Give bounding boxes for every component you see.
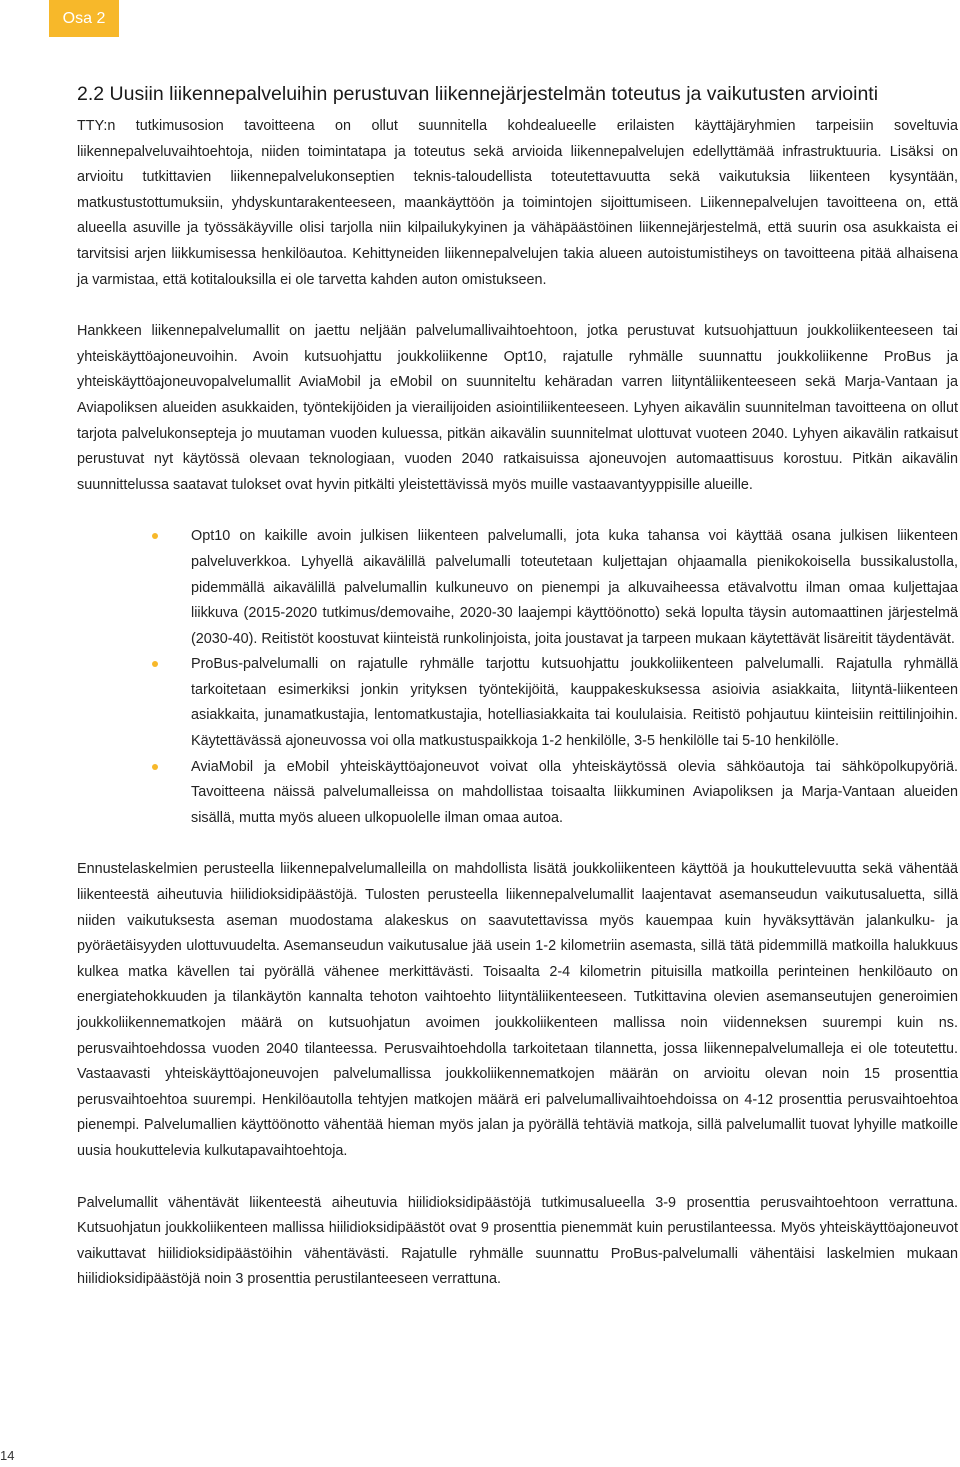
article-body <box>77 114 958 1293</box>
paragraph-emissions: Palvelumallit vähentävät liikenteestä aiheutuvia hiilidioksidipäästöjä tutkimusalueella 3-9 prosenttia perusvaihtoehtoon verrattuna. Kutsuohjatun joukkoliikenteen mallissa hiilidioksidipäästöt ovat 9 prosenttia pienemmät kuin perustilanteessa. Myös yhteiskäyttöajoneuvot vaikuttavat hiilidioksidipäästöihin vähentävästi. Rajatulle ryhmälle suunnattu ProBus-palvelumalli vähentäisi laskelmien mukaan hiilidioksidipäästöjä noin 3 prosenttia perustilanteeseen verrattuna. <box>77 1194 958 1288</box>
paragraph-service-models: Hankkeen liikennepalvelumallit on jaettu neljään palvelumallivaihtoehtoon, jotka perustuvat kutsuohjattuun joukkoliikenteeseen tai yhteiskäyttöajoneuvoihin. Avoin kutsuohjattu joukkoliikenne Opt10, rajatulle ryhmälle suunnattu joukkoliikenne ProBus ja yhteiskäyttöajoneuvopalvelumallit AviaMobil ja eMobil on suunniteltu kehäradan varren liityntäliikenteeseen sekä Marja-Vantaan ja Aviapoliksen alueiden asukkaiden, työntekijöiden ja vierailijoiden asiointiliikenteeseen. Lyhyen aikavälin suunnitelman tavoitteena on ollut tarjota palvelukonsepteja jo muutaman vuoden kuluessa, pitkän aikavälin suunnitelmat ulottuvat vuoteen 2040. Lyhyen aikavälin ratkaisut perustuvat nyt käytössä olevaan teknologiaan, vuoden 2040 ratkaisuissa ajoneuvojen automaattisuus korostuu. Pitkän aikavälin suunnittelussa saatavat tulokset ovat hyvin pitkälti yleistettävissä myös muille vastaavantyyppisille alueille. <box>77 323 958 493</box>
section-heading: 2.2 Uusiin liikennepalveluihin perustuvan liikennejärjestelmän toteutus ja vaikutusten arviointi <box>77 83 879 105</box>
list-item <box>77 524 958 652</box>
list-item-text: AviaMobil ja eMobil yhteiskäyttöajoneuvot voivat olla yhteiskäytössä olevia sähköautoja tai sähköpolkupyöriä. Tavoitteena näissä palvelumalleissa on mahdollistaa toisaalta liikkuminen Aviapoliksen ja Marja-Vantaan alueiden sisällä, mutta myös alueen ulkopuolelle ilman omaa autoa. <box>191 758 958 826</box>
list-item-text: ProBus-palvelumalli on rajatulle ryhmälle tarjottu kutsuohjattu joukkoliikenteen palvelumalli. Rajatulla ryhmällä tarkoitetaan esimerkiksi jonkin yrityksen työntekijöitä, kauppakeskuksessa asioivia asiakkaita, liityntä-liikenteen asiakkaita, junamatkustajia, lentomatkustajia, hotelliasiakkaita tai koululaisia. Reitistö pohjautuu kiinteisiin reittilinjoihin. Käytettävässä ajoneuvossa voi olla matkustuspaikkoja 1-2 henkilölle, 3-5 henkilölle tai 5-10 henkilölle. <box>191 656 958 750</box>
paragraph-forecast: Ennustelaskelmien perusteella liikennepalvelumalleilla on mahdollista lisätä joukkoliikenteen käyttöä ja houkuttelevuutta sekä vähentää liikenteestä aiheutuvia hiilidioksidipäästöjä. Tulosten perusteella liikennepalvelumallit laajentavat asemanseudun vaikutusaluetta, sillä niiden vaikutuksesta aseman muodostama alakeskus on saavutettavissa myös kauempaa kuin hyväksyttävän jalankulku- ja pyöräetäisyyden ulottuvuudelta. Asemanseudun vaikutusalue jää usein 1-2 kilometriin asemasta, sillä tätä pidemmillä matkoilla halukkuus kulkea matka kävellen tai pyörällä vähenee merkittävästi. Toisaalta 2-4 kilometrin pituisilla matkoilla perinteinen henkilöauto on energiatehokkuuden ja tilankäytön kannalta tehoton vaihtoehto liityntäliikenteeseen. Tutkittavina olevien asemanseutujen generoimien joukkoliikennematkojen määrä on kutsuohjatun avoimen joukkoliikenteen mallissa noin viidenneksen suurempi kuin ns. perusvaihtoehdossa vuoden 2040 tilanteessa. Perusvaihtoehdolla tarkoitetaan tilannetta, jossa liikennepalvelumalleja ei ole toteutettu. Vastaavasti yhteiskäyttöajoneuvojen palvelumallissa joukkoliikennematkojen määrän on arvioitu olevan noin 15 prosenttia perusvaihtoehtoa suurempi. Henkilöautolla tehtyjen matkojen määrä eri palvelumallivaihtoehdoissa on 4-12 prosenttia perusvaihtoehtoa pienempi. Palvelumallien käyttöönotto vähentää hieman myös jalan ja pyörällä tehtäviä matkoja, sillä palvelumallit tuovat lyhyille matkoille uusia houkuttelevia kulkutapavaihtoehtoja. <box>77 861 958 1159</box>
section-tab: Osa 2 <box>49 0 119 37</box>
page-number: 14 <box>0 1448 15 1463</box>
list-item-text: Opt10 on kaikille avoin julkisen liikenteen palvelumalli, jota kuka tahansa voi käyttää osana julkisen liikenteen palveluverkkoa. Lyhyellä aikavälillä palvelumalli toteutetaan kuljettajan ohjaamalla pienikokoisella bussikalustolla, pidemmällä aikavälillä palvelumallin kulkuneuvo on pienempi ja alkuvaiheessa etävalvottu ilman omaa kuljettajaa liikkuva (2015-2020 tutkimus/demovaihe, 2020-30 laajempi käyttöönotto) sekä lopulta täysin automaattinen järjestelmä (2030-40). Reitistöt koostuvat kiinteistä runkolinjoista, joita joustavat ja tarpeen mukaan käytettävät lisäreitit täydentävät. <box>191 528 958 647</box>
list-item <box>77 755 958 832</box>
bullet-dot-icon <box>152 661 158 667</box>
paragraph-intro: TTY:n tutkimusosion tavoitteena on ollut suunnitella kohdealueelle erilaisten käyttäjäryhmien tarpeisiin soveltuvia liikennepalveluvaihtoehtoja, niiden toimintatapa ja toteutus sekä arvioida liikennepalvelujen edellyttämää infrastruktuuria. Lisäksi on arvioitu tutkittavien liikennepalvelukonseptien teknis-taloudellista toteutettavuutta sekä vaikutuksia liikenteen kysyntään, matkustustottumuksiin, yhdyskuntarakenteeseen, maankäyttöön ja toimintojen sijoittumiseen. Liikennepalvelujen tavoitteena on, että alueella asuville ja työssäkäyville olisi tarjolla niin kilpailukykyinen ja vähäpäästöinen liikennejärjestelmä, että suurin osa asukkaista ei tarvitsisi arjen liikkumisessa henkilöautoa. Kehittyneiden liikennepalvelujen takia alueen autoistumistiheys on tavoitteena pitää alhaisena ja varmistaa, että kotitalouksilla ei ole tarvetta kahden auton omistukseen. <box>77 118 958 288</box>
bullet-dot-icon <box>152 533 158 539</box>
service-model-list <box>77 524 958 831</box>
list-item <box>77 652 958 754</box>
bullet-dot-icon <box>152 764 158 770</box>
